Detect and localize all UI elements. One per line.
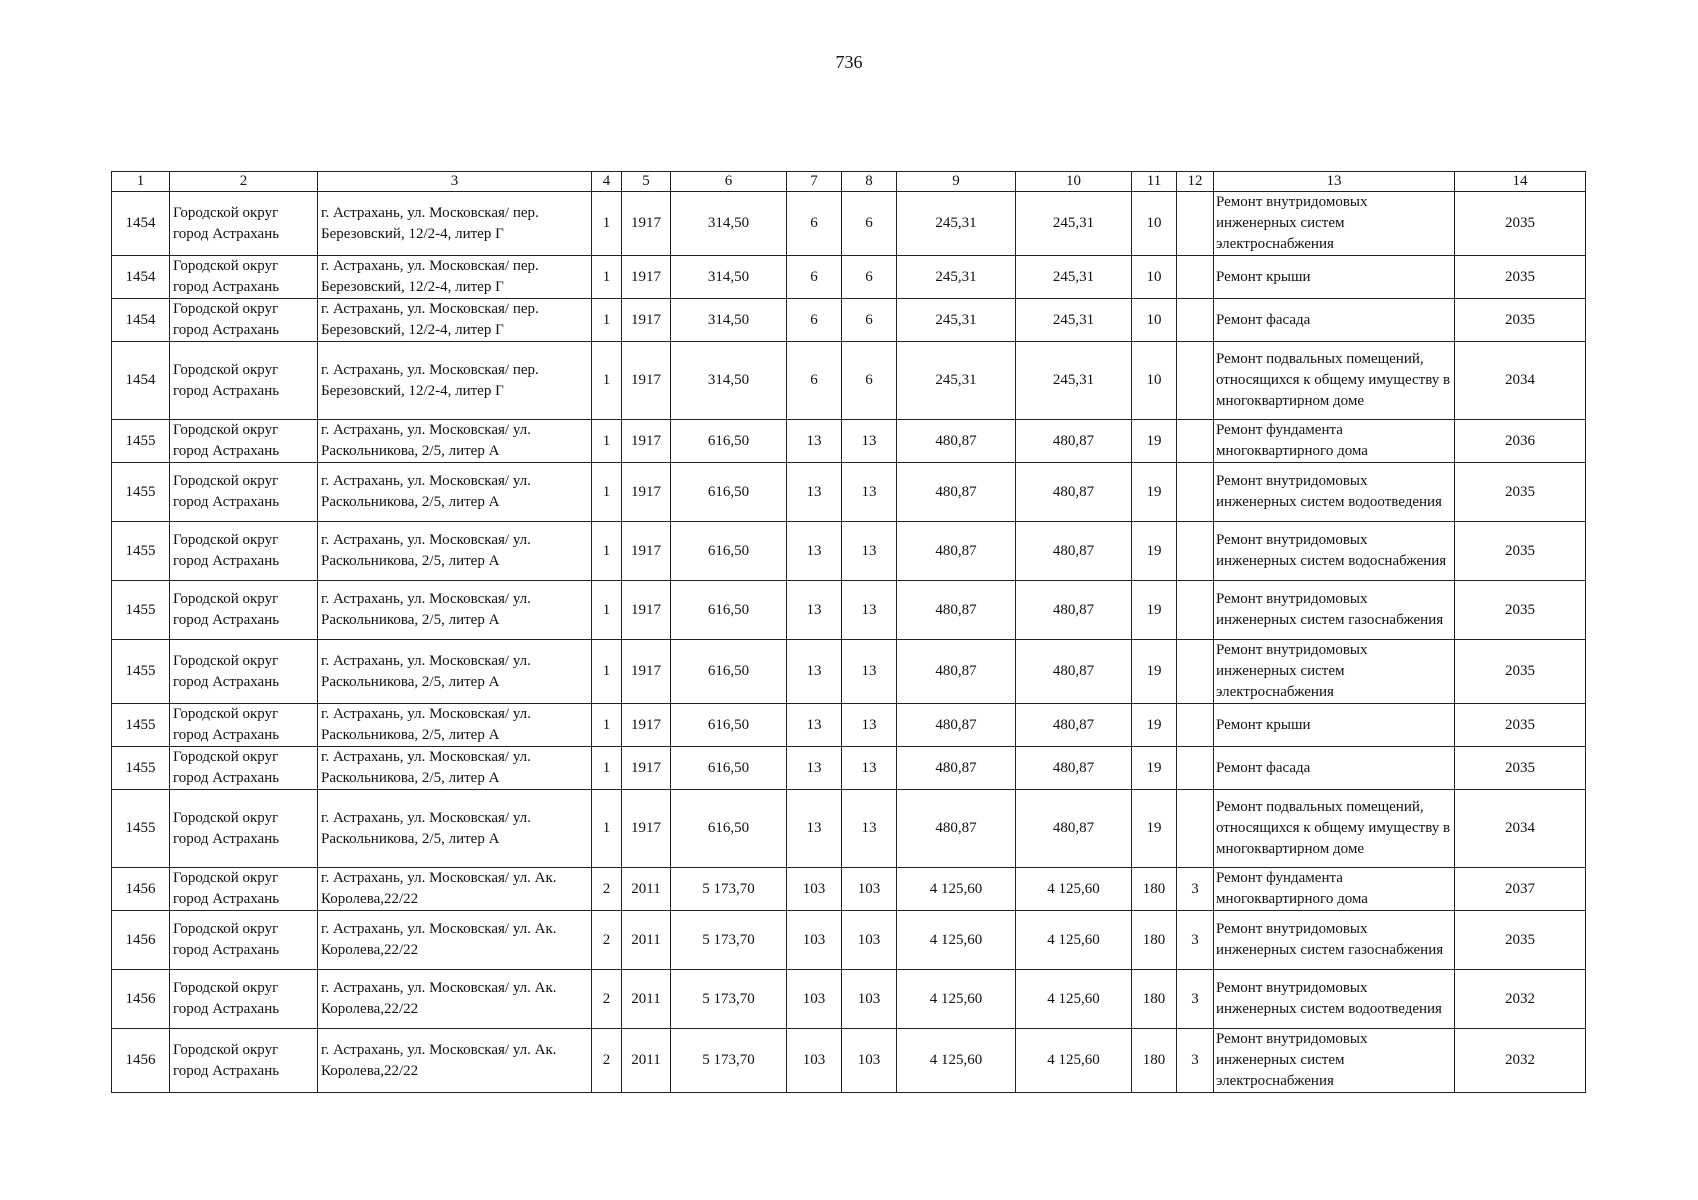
cell-col-7: 13 bbox=[787, 420, 842, 463]
table-row bbox=[112, 704, 1586, 747]
cell-col-12: 3 bbox=[1177, 868, 1214, 911]
cell-col-3: г. Астрахань, ул. Московская/ ул. Раскольникова, 2/5, литер А bbox=[318, 747, 592, 790]
column-header-3: 3 bbox=[318, 172, 592, 192]
cell-col-8: 6 bbox=[842, 256, 897, 299]
cell-col-13: Ремонт подвальных помещений, относящихся к общему имуществу в многоквартирном доме bbox=[1214, 342, 1455, 420]
cell-col-8: 13 bbox=[842, 704, 897, 747]
header-row bbox=[112, 172, 1586, 192]
cell-col-8: 13 bbox=[842, 420, 897, 463]
cell-col-3: г. Астрахань, ул. Московская/ пер. Березовский, 12/2-4, литер Г bbox=[318, 342, 592, 420]
cell-col-5: 1917 bbox=[622, 299, 671, 342]
cell-col-4: 1 bbox=[592, 790, 622, 868]
cell-col-3: г. Астрахань, ул. Московская/ ул. Раскольникова, 2/5, литер А bbox=[318, 522, 592, 581]
cell-col-3: г. Астрахань, ул. Московская/ пер. Березовский, 12/2-4, литер Г bbox=[318, 192, 592, 256]
cell-col-3: г. Астрахань, ул. Московская/ пер. Березовский, 12/2-4, литер Г bbox=[318, 299, 592, 342]
column-header-4: 4 bbox=[592, 172, 622, 192]
cell-col-8: 6 bbox=[842, 192, 897, 256]
cell-col-3: г. Астрахань, ул. Московская/ ул. Раскольникова, 2/5, литер А bbox=[318, 463, 592, 522]
cell-col-3: г. Астрахань, ул. Московская/ ул. Раскольникова, 2/5, литер А bbox=[318, 640, 592, 704]
cell-col-14: 2035 bbox=[1455, 747, 1586, 790]
cell-col-12 bbox=[1177, 747, 1214, 790]
cell-col-10: 4 125,60 bbox=[1016, 911, 1132, 970]
cell-col-11: 19 bbox=[1132, 463, 1177, 522]
cell-col-7: 6 bbox=[787, 342, 842, 420]
cell-col-4: 2 bbox=[592, 970, 622, 1029]
cell-col-12 bbox=[1177, 640, 1214, 704]
cell-col-3: г. Астрахань, ул. Московская/ ул. Раскольникова, 2/5, литер А bbox=[318, 420, 592, 463]
cell-col-14: 2035 bbox=[1455, 192, 1586, 256]
cell-col-13: Ремонт крыши bbox=[1214, 256, 1455, 299]
cell-col-5: 1917 bbox=[622, 256, 671, 299]
cell-col-11: 180 bbox=[1132, 1029, 1177, 1093]
table-row bbox=[112, 420, 1586, 463]
cell-col-2: Городской округ город Астрахань bbox=[170, 299, 318, 342]
cell-col-13: Ремонт внутридомовых инженерных систем электроснабжения bbox=[1214, 1029, 1455, 1093]
table-row bbox=[112, 640, 1586, 704]
cell-col-9: 480,87 bbox=[897, 463, 1016, 522]
cell-col-13: Ремонт фундамента многоквартирного дома bbox=[1214, 868, 1455, 911]
table-row bbox=[112, 868, 1586, 911]
cell-col-4: 1 bbox=[592, 640, 622, 704]
cell-col-13: Ремонт внутридомовых инженерных систем электроснабжения bbox=[1214, 640, 1455, 704]
cell-col-1: 1454 bbox=[112, 299, 170, 342]
cell-col-7: 13 bbox=[787, 790, 842, 868]
cell-col-14: 2032 bbox=[1455, 970, 1586, 1029]
cell-col-10: 480,87 bbox=[1016, 522, 1132, 581]
cell-col-7: 103 bbox=[787, 911, 842, 970]
cell-col-9: 245,31 bbox=[897, 192, 1016, 256]
cell-col-10: 4 125,60 bbox=[1016, 970, 1132, 1029]
cell-col-12 bbox=[1177, 420, 1214, 463]
cell-col-9: 4 125,60 bbox=[897, 970, 1016, 1029]
table-row bbox=[112, 1029, 1586, 1093]
cell-col-4: 2 bbox=[592, 1029, 622, 1093]
cell-col-12 bbox=[1177, 256, 1214, 299]
column-header-9: 9 bbox=[897, 172, 1016, 192]
cell-col-4: 1 bbox=[592, 192, 622, 256]
cell-col-7: 13 bbox=[787, 704, 842, 747]
cell-col-7: 13 bbox=[787, 463, 842, 522]
cell-col-9: 4 125,60 bbox=[897, 868, 1016, 911]
cell-col-5: 1917 bbox=[622, 420, 671, 463]
cell-col-3: г. Астрахань, ул. Московская/ ул. Ак. Королева,22/22 bbox=[318, 970, 592, 1029]
cell-col-13: Ремонт внутридомовых инженерных систем водоотведения bbox=[1214, 970, 1455, 1029]
cell-col-12 bbox=[1177, 522, 1214, 581]
cell-col-6: 314,50 bbox=[671, 192, 787, 256]
cell-col-13: Ремонт внутридомовых инженерных систем газоснабжения bbox=[1214, 581, 1455, 640]
cell-col-8: 6 bbox=[842, 299, 897, 342]
cell-col-11: 10 bbox=[1132, 299, 1177, 342]
cell-col-12 bbox=[1177, 463, 1214, 522]
cell-col-7: 103 bbox=[787, 970, 842, 1029]
cell-col-14: 2037 bbox=[1455, 868, 1586, 911]
cell-col-14: 2035 bbox=[1455, 522, 1586, 581]
cell-col-6: 314,50 bbox=[671, 342, 787, 420]
cell-col-9: 245,31 bbox=[897, 342, 1016, 420]
cell-col-12 bbox=[1177, 790, 1214, 868]
cell-col-3: г. Астрахань, ул. Московская/ ул. Раскольникова, 2/5, литер А bbox=[318, 790, 592, 868]
table-row bbox=[112, 342, 1586, 420]
cell-col-8: 13 bbox=[842, 463, 897, 522]
cell-col-7: 13 bbox=[787, 522, 842, 581]
cell-col-11: 19 bbox=[1132, 747, 1177, 790]
table-row bbox=[112, 970, 1586, 1029]
cell-col-1: 1454 bbox=[112, 192, 170, 256]
cell-col-1: 1454 bbox=[112, 342, 170, 420]
capital-repair-table bbox=[111, 171, 1586, 1093]
cell-col-9: 480,87 bbox=[897, 747, 1016, 790]
cell-col-13: Ремонт внутридомовых инженерных систем водоснабжения bbox=[1214, 522, 1455, 581]
cell-col-2: Городской округ город Астрахань bbox=[170, 868, 318, 911]
cell-col-5: 1917 bbox=[622, 581, 671, 640]
cell-col-5: 2011 bbox=[622, 1029, 671, 1093]
cell-col-13: Ремонт внутридомовых инженерных систем водоотведения bbox=[1214, 463, 1455, 522]
cell-col-13: Ремонт фасада bbox=[1214, 299, 1455, 342]
cell-col-12 bbox=[1177, 299, 1214, 342]
cell-col-3: г. Астрахань, ул. Московская/ ул. Раскольникова, 2/5, литер А bbox=[318, 581, 592, 640]
column-header-8: 8 bbox=[842, 172, 897, 192]
cell-col-12: 3 bbox=[1177, 911, 1214, 970]
cell-col-6: 5 173,70 bbox=[671, 1029, 787, 1093]
cell-col-2: Городской округ город Астрахань bbox=[170, 911, 318, 970]
cell-col-7: 103 bbox=[787, 1029, 842, 1093]
cell-col-4: 2 bbox=[592, 868, 622, 911]
cell-col-11: 19 bbox=[1132, 790, 1177, 868]
cell-col-14: 2035 bbox=[1455, 463, 1586, 522]
cell-col-13: Ремонт подвальных помещений, относящихся к общему имуществу в многоквартирном доме bbox=[1214, 790, 1455, 868]
cell-col-14: 2035 bbox=[1455, 704, 1586, 747]
cell-col-6: 616,50 bbox=[671, 581, 787, 640]
cell-col-11: 19 bbox=[1132, 704, 1177, 747]
cell-col-9: 480,87 bbox=[897, 790, 1016, 868]
table-body bbox=[112, 192, 1586, 1093]
cell-col-4: 1 bbox=[592, 581, 622, 640]
cell-col-10: 480,87 bbox=[1016, 640, 1132, 704]
cell-col-1: 1455 bbox=[112, 581, 170, 640]
table-row bbox=[112, 581, 1586, 640]
cell-col-2: Городской округ город Астрахань bbox=[170, 342, 318, 420]
cell-col-12: 3 bbox=[1177, 970, 1214, 1029]
cell-col-7: 103 bbox=[787, 868, 842, 911]
cell-col-14: 2034 bbox=[1455, 790, 1586, 868]
cell-col-2: Городской округ город Астрахань bbox=[170, 704, 318, 747]
cell-col-9: 480,87 bbox=[897, 640, 1016, 704]
column-header-5: 5 bbox=[622, 172, 671, 192]
cell-col-2: Городской округ город Астрахань bbox=[170, 581, 318, 640]
cell-col-6: 616,50 bbox=[671, 790, 787, 868]
cell-col-6: 616,50 bbox=[671, 640, 787, 704]
cell-col-7: 6 bbox=[787, 192, 842, 256]
table-row bbox=[112, 522, 1586, 581]
cell-col-11: 10 bbox=[1132, 256, 1177, 299]
cell-col-11: 180 bbox=[1132, 868, 1177, 911]
column-header-2: 2 bbox=[170, 172, 318, 192]
cell-col-7: 13 bbox=[787, 640, 842, 704]
cell-col-13: Ремонт фундамента многоквартирного дома bbox=[1214, 420, 1455, 463]
cell-col-14: 2032 bbox=[1455, 1029, 1586, 1093]
cell-col-9: 480,87 bbox=[897, 704, 1016, 747]
cell-col-8: 103 bbox=[842, 911, 897, 970]
cell-col-4: 1 bbox=[592, 463, 622, 522]
cell-col-4: 1 bbox=[592, 342, 622, 420]
cell-col-7: 6 bbox=[787, 299, 842, 342]
cell-col-2: Городской округ город Астрахань bbox=[170, 790, 318, 868]
cell-col-10: 480,87 bbox=[1016, 420, 1132, 463]
cell-col-8: 103 bbox=[842, 970, 897, 1029]
cell-col-11: 10 bbox=[1132, 192, 1177, 256]
cell-col-13: Ремонт внутридомовых инженерных систем электроснабжения bbox=[1214, 192, 1455, 256]
cell-col-14: 2034 bbox=[1455, 342, 1586, 420]
cell-col-9: 245,31 bbox=[897, 299, 1016, 342]
cell-col-1: 1455 bbox=[112, 640, 170, 704]
cell-col-6: 314,50 bbox=[671, 256, 787, 299]
cell-col-4: 1 bbox=[592, 704, 622, 747]
cell-col-5: 1917 bbox=[622, 192, 671, 256]
cell-col-5: 1917 bbox=[622, 704, 671, 747]
cell-col-11: 19 bbox=[1132, 581, 1177, 640]
cell-col-10: 480,87 bbox=[1016, 463, 1132, 522]
cell-col-6: 616,50 bbox=[671, 704, 787, 747]
cell-col-10: 480,87 bbox=[1016, 747, 1132, 790]
cell-col-8: 13 bbox=[842, 640, 897, 704]
cell-col-6: 616,50 bbox=[671, 420, 787, 463]
cell-col-8: 103 bbox=[842, 1029, 897, 1093]
cell-col-13: Ремонт крыши bbox=[1214, 704, 1455, 747]
cell-col-6: 616,50 bbox=[671, 522, 787, 581]
cell-col-7: 6 bbox=[787, 256, 842, 299]
table-row bbox=[112, 911, 1586, 970]
table-row bbox=[112, 747, 1586, 790]
cell-col-1: 1454 bbox=[112, 256, 170, 299]
cell-col-8: 13 bbox=[842, 522, 897, 581]
cell-col-5: 1917 bbox=[622, 747, 671, 790]
cell-col-5: 1917 bbox=[622, 790, 671, 868]
cell-col-1: 1456 bbox=[112, 1029, 170, 1093]
table-row bbox=[112, 256, 1586, 299]
cell-col-7: 13 bbox=[787, 747, 842, 790]
cell-col-11: 10 bbox=[1132, 342, 1177, 420]
cell-col-13: Ремонт фасада bbox=[1214, 747, 1455, 790]
cell-col-11: 19 bbox=[1132, 420, 1177, 463]
cell-col-2: Городской округ город Астрахань bbox=[170, 192, 318, 256]
cell-col-9: 480,87 bbox=[897, 581, 1016, 640]
cell-col-1: 1456 bbox=[112, 868, 170, 911]
cell-col-10: 245,31 bbox=[1016, 192, 1132, 256]
cell-col-7: 13 bbox=[787, 581, 842, 640]
cell-col-2: Городской округ город Астрахань bbox=[170, 256, 318, 299]
cell-col-14: 2035 bbox=[1455, 299, 1586, 342]
cell-col-10: 480,87 bbox=[1016, 581, 1132, 640]
column-header-12: 12 bbox=[1177, 172, 1214, 192]
table-row bbox=[112, 790, 1586, 868]
cell-col-8: 13 bbox=[842, 747, 897, 790]
cell-col-5: 1917 bbox=[622, 640, 671, 704]
cell-col-4: 1 bbox=[592, 522, 622, 581]
cell-col-12 bbox=[1177, 581, 1214, 640]
cell-col-1: 1455 bbox=[112, 704, 170, 747]
cell-col-10: 4 125,60 bbox=[1016, 1029, 1132, 1093]
cell-col-6: 5 173,70 bbox=[671, 868, 787, 911]
cell-col-11: 180 bbox=[1132, 911, 1177, 970]
cell-col-9: 480,87 bbox=[897, 420, 1016, 463]
cell-col-14: 2036 bbox=[1455, 420, 1586, 463]
cell-col-8: 13 bbox=[842, 581, 897, 640]
table-row bbox=[112, 463, 1586, 522]
cell-col-9: 4 125,60 bbox=[897, 911, 1016, 970]
cell-col-3: г. Астрахань, ул. Московская/ ул. Ак. Королева,22/22 bbox=[318, 868, 592, 911]
cell-col-4: 1 bbox=[592, 420, 622, 463]
cell-col-10: 480,87 bbox=[1016, 790, 1132, 868]
page-number: 736 bbox=[835, 52, 863, 72]
cell-col-8: 103 bbox=[842, 868, 897, 911]
cell-col-9: 480,87 bbox=[897, 522, 1016, 581]
cell-col-6: 5 173,70 bbox=[671, 970, 787, 1029]
cell-col-1: 1455 bbox=[112, 747, 170, 790]
cell-col-1: 1456 bbox=[112, 911, 170, 970]
cell-col-11: 19 bbox=[1132, 522, 1177, 581]
cell-col-3: г. Астрахань, ул. Московская/ пер. Березовский, 12/2-4, литер Г bbox=[318, 256, 592, 299]
cell-col-5: 2011 bbox=[622, 911, 671, 970]
column-header-11: 11 bbox=[1132, 172, 1177, 192]
cell-col-10: 245,31 bbox=[1016, 256, 1132, 299]
table-row bbox=[112, 192, 1586, 256]
cell-col-14: 2035 bbox=[1455, 581, 1586, 640]
cell-col-14: 2035 bbox=[1455, 911, 1586, 970]
column-header-14: 14 bbox=[1455, 172, 1586, 192]
cell-col-1: 1456 bbox=[112, 970, 170, 1029]
column-header-7: 7 bbox=[787, 172, 842, 192]
cell-col-6: 5 173,70 bbox=[671, 911, 787, 970]
cell-col-4: 1 bbox=[592, 299, 622, 342]
cell-col-5: 1917 bbox=[622, 342, 671, 420]
column-header-1: 1 bbox=[112, 172, 170, 192]
cell-col-12 bbox=[1177, 704, 1214, 747]
cell-col-2: Городской округ город Астрахань bbox=[170, 522, 318, 581]
column-header-13: 13 bbox=[1214, 172, 1455, 192]
cell-col-12 bbox=[1177, 342, 1214, 420]
cell-col-8: 6 bbox=[842, 342, 897, 420]
table-row bbox=[112, 299, 1586, 342]
cell-col-3: г. Астрахань, ул. Московская/ ул. Ак. Королева,22/22 bbox=[318, 1029, 592, 1093]
cell-col-4: 2 bbox=[592, 911, 622, 970]
column-header-10: 10 bbox=[1016, 172, 1132, 192]
cell-col-3: г. Астрахань, ул. Московская/ ул. Раскольникова, 2/5, литер А bbox=[318, 704, 592, 747]
cell-col-9: 245,31 bbox=[897, 256, 1016, 299]
cell-col-2: Городской округ город Астрахань bbox=[170, 970, 318, 1029]
cell-col-4: 1 bbox=[592, 256, 622, 299]
cell-col-10: 4 125,60 bbox=[1016, 868, 1132, 911]
cell-col-1: 1455 bbox=[112, 790, 170, 868]
cell-col-4: 1 bbox=[592, 747, 622, 790]
cell-col-9: 4 125,60 bbox=[897, 1029, 1016, 1093]
cell-col-10: 245,31 bbox=[1016, 342, 1132, 420]
cell-col-8: 13 bbox=[842, 790, 897, 868]
cell-col-5: 2011 bbox=[622, 868, 671, 911]
cell-col-14: 2035 bbox=[1455, 256, 1586, 299]
cell-col-1: 1455 bbox=[112, 463, 170, 522]
cell-col-5: 1917 bbox=[622, 522, 671, 581]
cell-col-2: Городской округ город Астрахань bbox=[170, 747, 318, 790]
cell-col-2: Городской округ город Астрахань bbox=[170, 1029, 318, 1093]
cell-col-3: г. Астрахань, ул. Московская/ ул. Ак. Королева,22/22 bbox=[318, 911, 592, 970]
cell-col-2: Городской округ город Астрахань bbox=[170, 463, 318, 522]
cell-col-6: 314,50 bbox=[671, 299, 787, 342]
cell-col-2: Городской округ город Астрахань bbox=[170, 640, 318, 704]
column-header-6: 6 bbox=[671, 172, 787, 192]
cell-col-1: 1455 bbox=[112, 522, 170, 581]
cell-col-2: Городской округ город Астрахань bbox=[170, 420, 318, 463]
cell-col-11: 19 bbox=[1132, 640, 1177, 704]
cell-col-11: 180 bbox=[1132, 970, 1177, 1029]
cell-col-10: 245,31 bbox=[1016, 299, 1132, 342]
cell-col-10: 480,87 bbox=[1016, 704, 1132, 747]
cell-col-6: 616,50 bbox=[671, 463, 787, 522]
cell-col-5: 1917 bbox=[622, 463, 671, 522]
cell-col-14: 2035 bbox=[1455, 640, 1586, 704]
cell-col-1: 1455 bbox=[112, 420, 170, 463]
cell-col-5: 2011 bbox=[622, 970, 671, 1029]
cell-col-12 bbox=[1177, 192, 1214, 256]
cell-col-12: 3 bbox=[1177, 1029, 1214, 1093]
cell-col-13: Ремонт внутридомовых инженерных систем газоснабжения bbox=[1214, 911, 1455, 970]
cell-col-6: 616,50 bbox=[671, 747, 787, 790]
